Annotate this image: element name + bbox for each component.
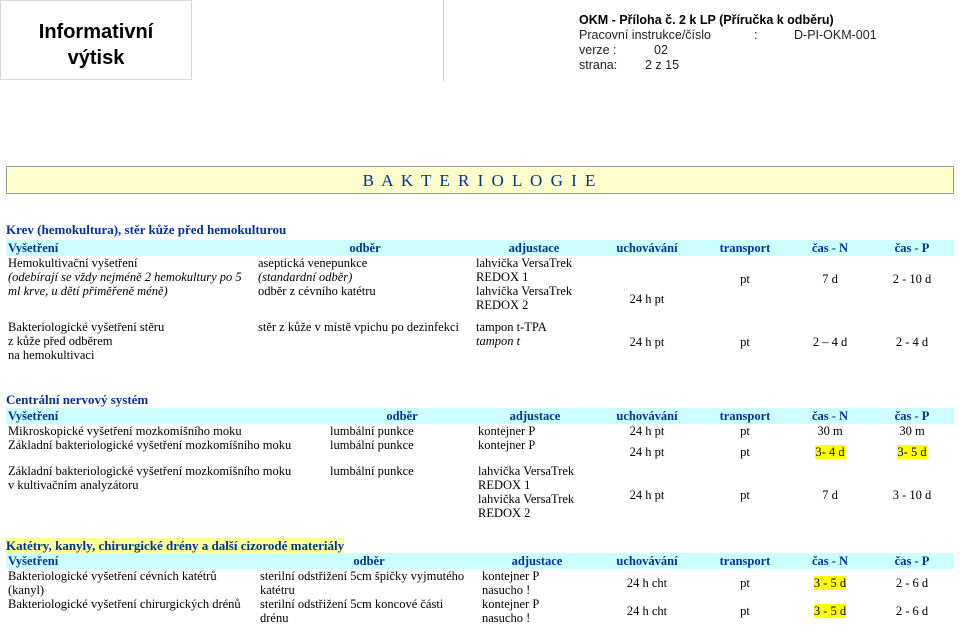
col-uchovavani: uchovávání: [594, 553, 700, 569]
instruction-separator: :: [754, 28, 758, 42]
instruction-label: Pracovní instrukce/číslo: [579, 28, 711, 42]
document-header: [443, 0, 960, 81]
cell-cas-p: [870, 438, 954, 460]
informative-copy-stamp: [0, 0, 192, 80]
table-row: [6, 424, 954, 438]
cell-transport: pt: [740, 576, 750, 590]
page-row: [579, 58, 960, 73]
cell-adjustace: kontejner P: [478, 424, 536, 438]
cell-vysetreni: Základní bakteriologické vyšetření mozkomíšního moku v kultivačním analyzátoru: [8, 464, 292, 492]
cell-adjustace: lahvička VersaTrek REDOX 1 lahvička VersaTrek REDOX 2: [478, 464, 575, 520]
cell-odber: lumbální punkce: [330, 424, 414, 438]
col-cas-n: čas - N: [790, 240, 870, 256]
cell-vysetreni: Mikroskopické vyšetření mozkomíšního moku: [8, 424, 242, 438]
cell-transport: pt: [740, 424, 750, 438]
cell-uchovavani: 24 h cht: [626, 576, 668, 590]
cell-cas-p: 30 m: [899, 424, 925, 438]
table-row: [6, 320, 954, 364]
cell-cas-n: [790, 438, 870, 460]
cell-transport: pt: [740, 335, 750, 349]
table-cns: [6, 408, 954, 530]
cell-vysetreni: Bakteriologické vyšetření chirurgických drénů: [8, 597, 241, 611]
cell-cas-p: 2 - 10 d: [892, 272, 932, 286]
cell-cas-n: 7 d: [822, 272, 838, 286]
col-cas-p: čas - P: [870, 408, 954, 424]
cell-cas-n: [790, 597, 870, 625]
cell-odber: lumbální punkce: [330, 438, 414, 452]
col-uchovavani: uchovávání: [594, 240, 700, 256]
col-cas-n: čas - N: [790, 553, 870, 569]
table-row: [6, 569, 954, 597]
col-cas-n: čas - N: [790, 408, 870, 424]
col-odber: odběr: [328, 408, 476, 424]
cell-vysetreni: Bakteriologické vyšetření cévních katétrů (kanyl): [8, 569, 217, 597]
highlight-cas-n: 3- 4 d: [815, 445, 845, 459]
page-value: 2 z 15: [645, 58, 680, 72]
cell-vysetreni: Základní bakteriologické vyšetření mozkomíšního moku: [8, 438, 292, 452]
cell-vysetreni: Hemokultivační vyšetření (odebírají se vždy nejméně 2 hemokultury po 5 ml krve, u dětí přiměřeně méně): [8, 256, 242, 298]
cell-uchovavani: 24 h pt: [629, 291, 665, 306]
cell-transport: pt: [740, 272, 750, 286]
table-row: [6, 256, 954, 320]
table-row: [6, 597, 954, 625]
col-uchovavani: uchovávání: [594, 408, 700, 424]
cell-uchovavani: 24 h cht: [626, 604, 668, 618]
col-cas-p: čas - P: [870, 240, 954, 256]
cell-vysetreni: Bakteriologické vyšetření stěru z kůže před odběrem na hemokultivaci: [8, 320, 165, 362]
table-header-row: [6, 553, 954, 569]
cell-odber: sterilní odstřižení 5cm špičky vyjmutého katétru: [260, 569, 465, 597]
col-vysetreni: Vyšetření: [6, 553, 258, 569]
cell-cas-n: 2 – 4 d: [812, 335, 848, 349]
highlight-cas-n: 3 - 5 d: [813, 576, 847, 590]
section-title-blood: Krev (hemokultura), stěr kůže před hemokulturou: [6, 222, 287, 237]
col-odber: odběr: [256, 240, 474, 256]
table-catheters: [6, 553, 954, 625]
cell-transport: pt: [740, 488, 750, 502]
table-blood: [6, 240, 954, 364]
highlight-cas-p: 3- 5 d: [897, 445, 927, 459]
version-value: 02: [654, 43, 668, 57]
cell-odber: stěr z kůže v místě vpichu po dezinfekci: [258, 320, 459, 334]
cell-adjustace: kontejner P nasucho !: [482, 597, 540, 625]
col-transport: transport: [700, 240, 790, 256]
cell-odber: sterilní odstřižení 5cm koncové části drénu: [260, 597, 444, 625]
cell-cas-p: 2 - 4 d: [895, 335, 929, 349]
table-header-row: [6, 240, 954, 256]
col-vysetreni: Vyšetření: [6, 240, 256, 256]
cell-adjustace: tampon t-TPA tampon t: [476, 320, 547, 348]
stamp-line-1: Informativní: [38, 21, 154, 43]
version-row: [579, 43, 960, 58]
stamp-line-2: výtisk: [67, 47, 125, 69]
cell-uchovavani: 24 h pt: [629, 445, 665, 459]
cell-transport: pt: [740, 604, 750, 618]
cell-adjustace: kontejner P: [478, 438, 536, 452]
table-row: [6, 438, 954, 460]
version-label: verze :: [579, 43, 617, 57]
cell-odber: lumbální punkce: [330, 464, 414, 478]
col-adjustace: adjustace: [474, 240, 594, 256]
cell-adjustace: lahvička VersaTrek REDOX 1 lahvička VersaTrek REDOX 2: [476, 256, 573, 312]
cell-cas-p: 2 - 6 d: [895, 604, 929, 618]
cell-cas-n: [790, 569, 870, 597]
cell-uchovavani: 24 h pt: [629, 335, 665, 349]
instruction-value: D-PI-OKM-001: [794, 28, 877, 42]
cell-odber: aseptická venepunkce (standardní odběr) odběr z cévního katétru: [258, 256, 376, 298]
col-adjustace: adjustace: [476, 408, 594, 424]
col-transport: transport: [700, 553, 790, 569]
table-row: [6, 460, 954, 530]
cell-transport: pt: [740, 445, 750, 459]
section-banner: B A K T E R I O L O G I E: [6, 166, 954, 194]
col-odber: odběr: [258, 553, 480, 569]
instruction-row: [579, 28, 960, 43]
cell-uchovavani: 24 h pt: [629, 424, 665, 438]
cell-cas-n: 30 m: [817, 424, 843, 438]
col-vysetreni: Vyšetření: [6, 408, 328, 424]
col-cas-p: čas - P: [870, 553, 954, 569]
cell-cas-n: 7 d: [822, 488, 838, 502]
cell-uchovavani: 24 h pt: [629, 488, 665, 502]
document-title: OKM - Příloha č. 2 k LP (Příručka k odběru): [579, 13, 834, 27]
section-title-cns: Centrální nervový systém: [6, 392, 149, 407]
cell-cas-p: 2 - 6 d: [895, 576, 929, 590]
col-adjustace: adjustace: [480, 553, 594, 569]
col-transport: transport: [700, 408, 790, 424]
section-title-catheters: Katétry, kanyly, chirurgické drény a další cizorodé materiály: [6, 538, 345, 553]
highlight-cas-n: 3 - 5 d: [813, 604, 847, 618]
table-header-row: [6, 408, 954, 424]
cell-adjustace: kontejner P nasucho !: [482, 569, 540, 597]
page-label: strana:: [579, 58, 618, 72]
cell-cas-p: 3 - 10 d: [892, 488, 932, 502]
